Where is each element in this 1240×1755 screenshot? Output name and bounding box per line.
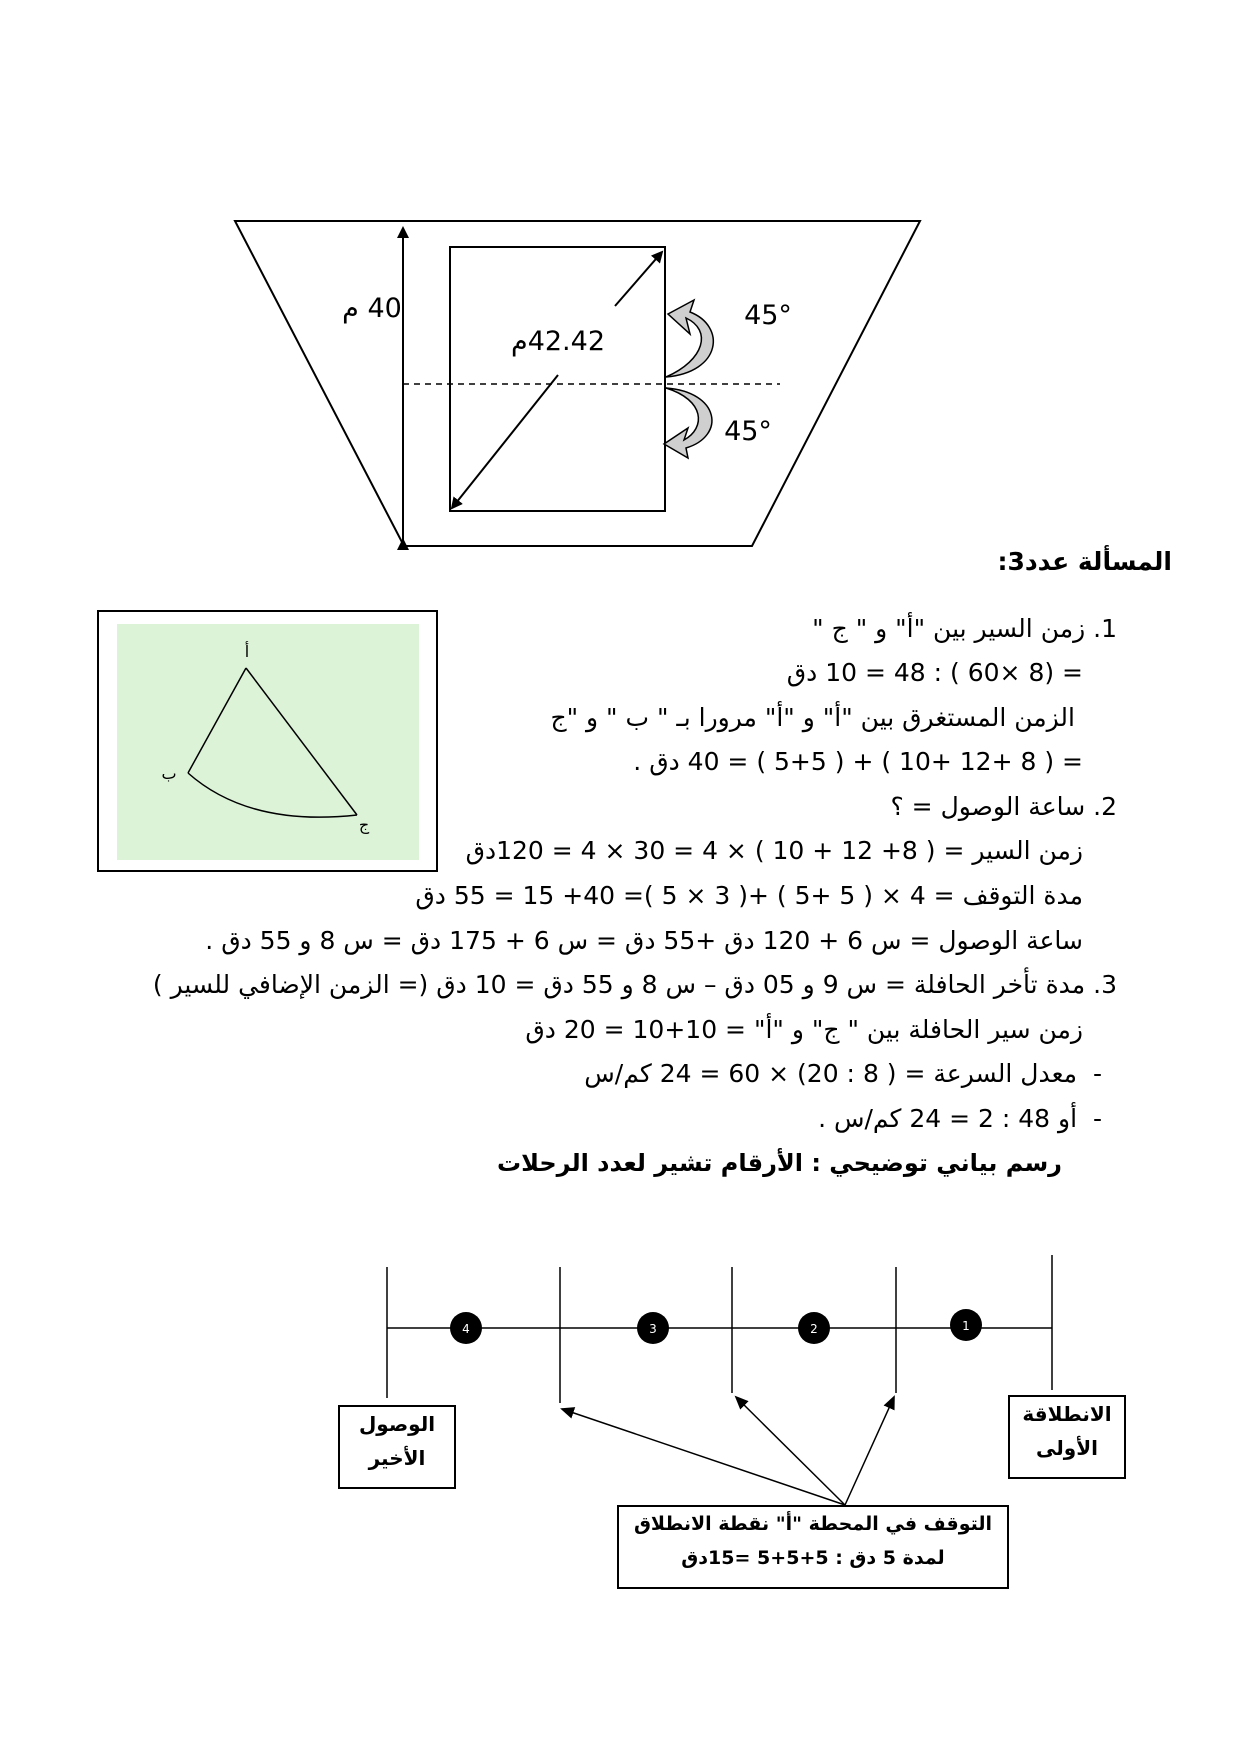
trapezoid-outline: [235, 221, 920, 546]
pointer-arrow-3: [562, 1409, 845, 1505]
stop-label-line-1: التوقف في المحطة "أ" نقطة الانطلاق: [633, 1513, 993, 1535]
vertex-a-label: أ: [244, 642, 250, 661]
inset-background: [117, 624, 419, 860]
end-label-line-2: الأخير: [368, 1446, 426, 1470]
svg-text:1: 1: [962, 1319, 970, 1333]
angle-top-label: 45°: [744, 300, 792, 331]
diagram-caption: رسم بياني توضيحي : الأرقام تشير لعدد الرحلات: [497, 1149, 1062, 1177]
solution-line-10: زمن سير الحافلة بين " ج" و "أ" = 10+10 = 20 دق: [525, 1015, 1083, 1044]
trip-marker-1: [950, 1309, 982, 1341]
trip-marker-4: [450, 1312, 482, 1344]
solution-line-2: = (8 ×60 ) : 48 = 10 دق: [786, 658, 1083, 687]
inset-triangle-figure: [99, 612, 436, 870]
solution-line-11: - معدل السرعة = ( 8 : 20) × 60 = 24 كم/س: [584, 1059, 1102, 1088]
svg-text:3: 3: [649, 1322, 657, 1336]
end-label-line-1: الوصول: [358, 1412, 436, 1436]
solution-line-1: 1. زمن السير بين "أ" و " ج ": [812, 614, 1117, 643]
angle-bottom-label: 45°: [724, 416, 772, 447]
svg-text:2: 2: [810, 1322, 818, 1336]
rotation-arrow-top: [666, 300, 713, 377]
solution-line-12: - أو 48 : 2 = 24 كم/س .: [818, 1104, 1102, 1133]
diagonal-arrow-upper: [615, 252, 662, 306]
inset-figure-frame: [97, 610, 438, 872]
solution-line-6: زمن السير = ( 8+ 12 + 10 ) × 4 = 30 × 4 = 120دق: [465, 836, 1083, 865]
solution-line-9: 3. مدة تأخر الحافلة = س 9 و 05 دق – س 8 و 55 دق = 10 دق (= الزمن الإضافي للسير ): [152, 970, 1117, 999]
stop-label-line-2: لمدة 5 دق : 5+5+5 =15دق: [681, 1547, 945, 1569]
diagonal-arrow-lower: [452, 375, 558, 508]
problem-title: المسألة عدد3:: [997, 547, 1172, 576]
solution-line-4: = ( 8 +12 +10 ) + ( 5+5 ) = 40 دق .: [633, 747, 1083, 776]
pointer-arrow-2: [736, 1397, 845, 1505]
top-geometry-figure: [0, 0, 1240, 560]
vertex-c-label: ج: [358, 815, 370, 834]
stop-label-box: [617, 1505, 1009, 1589]
solution-line-3: الزمن المستغرق بين "أ" و "أ" مرورا بـ " ب " و "ج: [550, 703, 1075, 732]
svg-text:4: 4: [462, 1322, 470, 1336]
diagonal-label: 42.42م: [510, 326, 606, 357]
solution-line-8: ساعة الوصول = س 6 + 120 دق +55 دق = س 6 + 175 دق = س 8 و 55 دق .: [205, 926, 1083, 955]
trip-marker-2: [798, 1312, 830, 1344]
vertex-b-label: ب: [161, 764, 177, 783]
solution-line-7: مدة التوقف = 4 × ( 5 +5 ) +( 3 × 5 )= 40+ 15 = 55 دق: [415, 881, 1083, 910]
end-label-box: [338, 1405, 456, 1489]
solution-line-5: 2. ساعة الوصول = ؟: [890, 792, 1117, 821]
pointer-arrow-1: [845, 1397, 894, 1505]
rotation-arrow-bottom: [664, 388, 712, 458]
start-label-line-2: الأولى: [1036, 1436, 1098, 1460]
trip-marker-3: [637, 1312, 669, 1344]
start-label-box: [1008, 1395, 1126, 1479]
height-label: 40 م: [342, 293, 402, 324]
start-label-line-1: الانطلاقة: [1022, 1402, 1112, 1426]
